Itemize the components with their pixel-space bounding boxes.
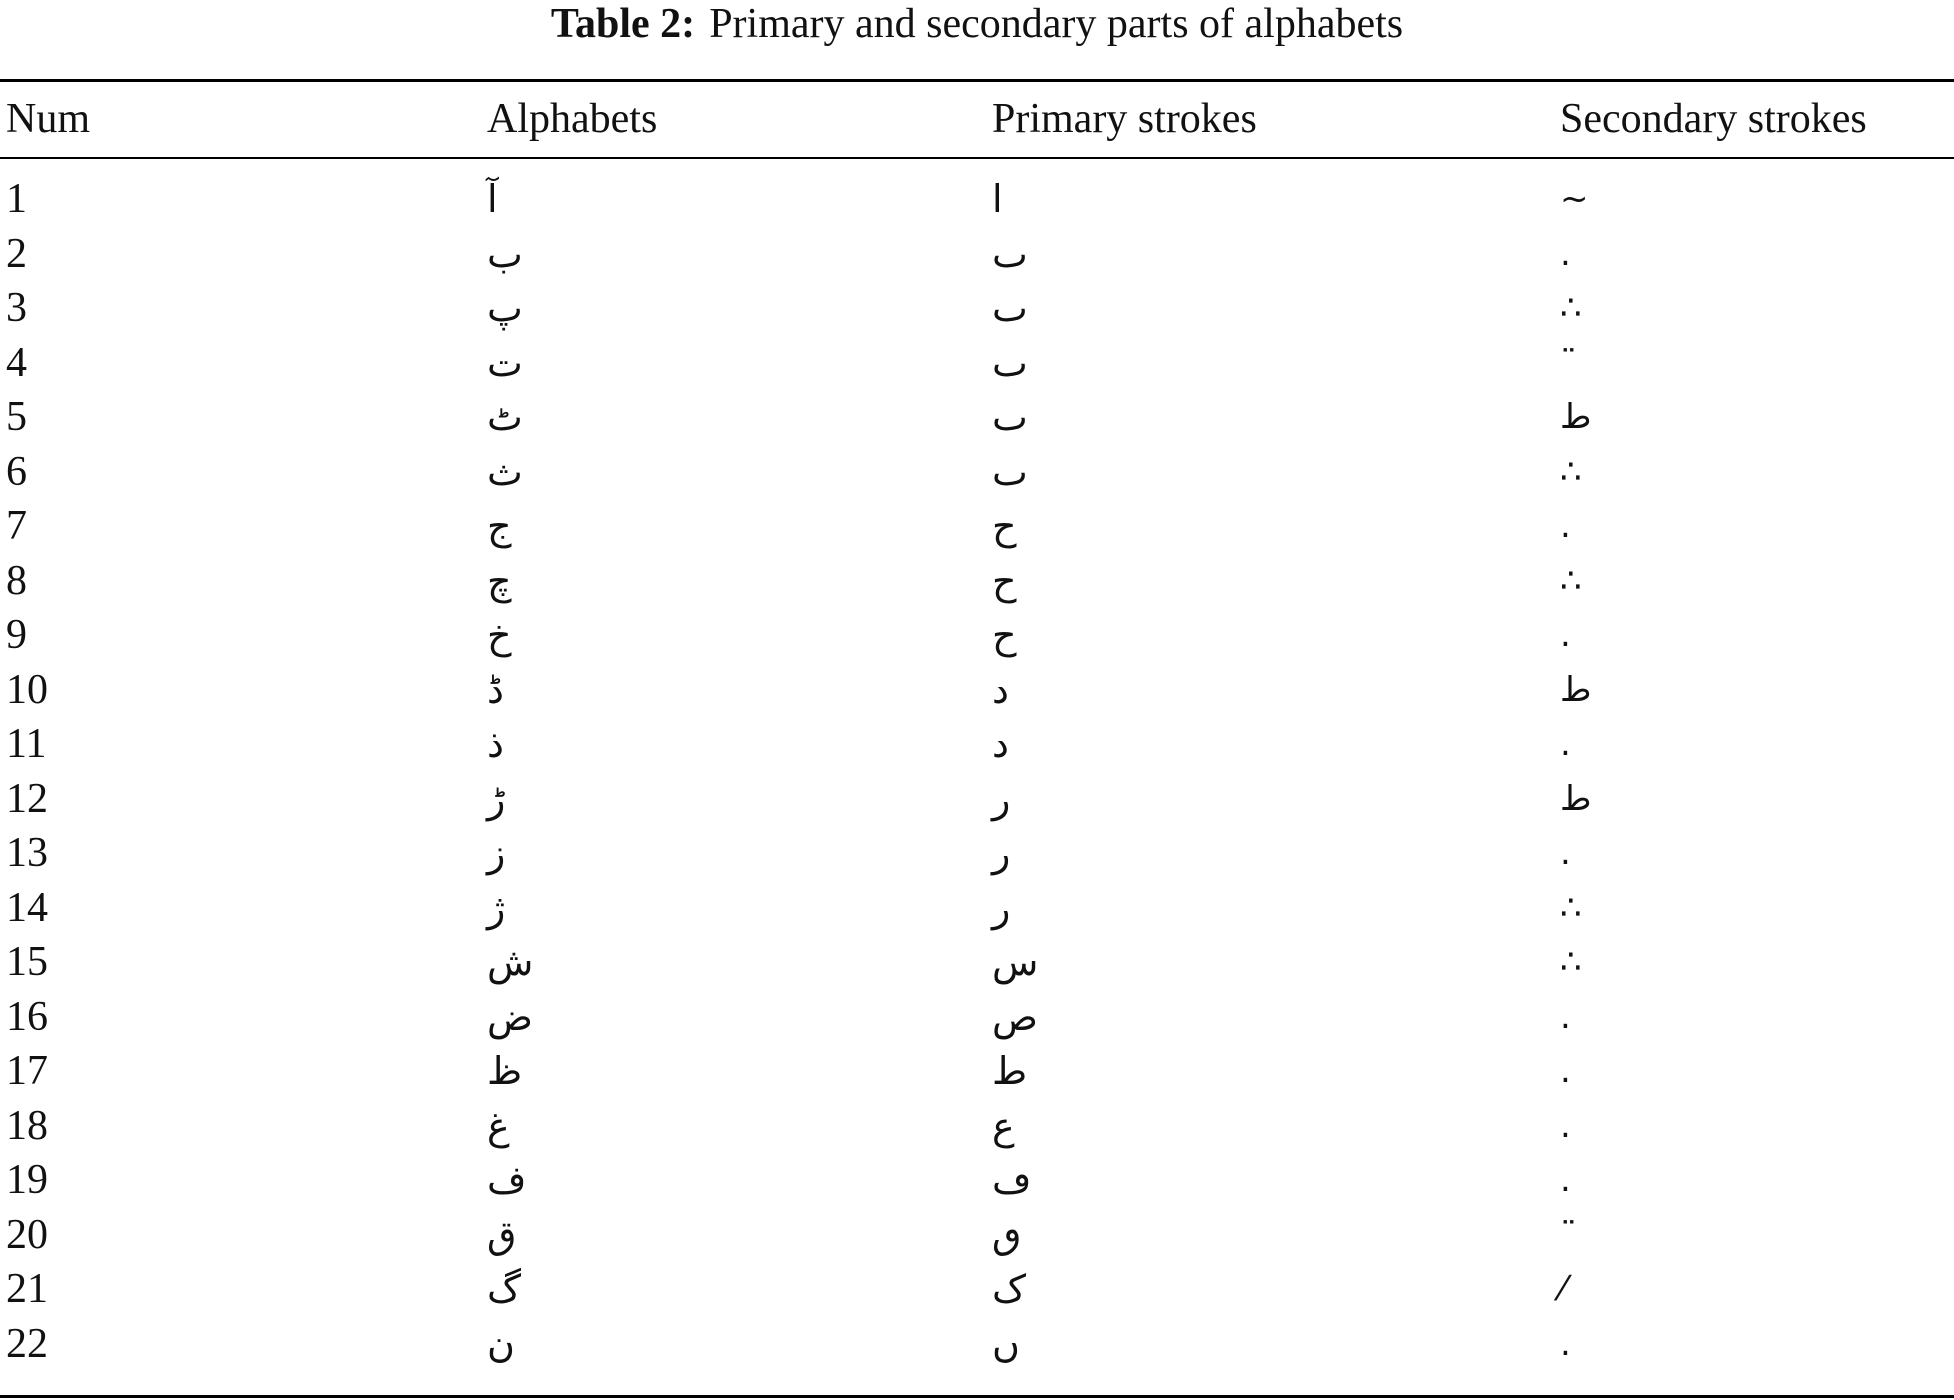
table-row <box>0 1262 1954 1317</box>
cell-num: 22 <box>6 1320 48 1367</box>
cell-secondary-stroke: ∴ <box>1560 288 1582 328</box>
table-row <box>0 1044 1954 1099</box>
table-row <box>0 881 1954 936</box>
cell-num: 9 <box>6 612 27 658</box>
cell-primary-stroke: د <box>992 667 1009 712</box>
cell-primary-stroke: ح <box>992 558 1017 603</box>
cell-secondary-stroke: ¨ <box>1560 1214 1577 1255</box>
cell-num: 15 <box>6 939 48 985</box>
cell-primary-stroke: ر <box>992 776 1011 821</box>
cell-secondary-stroke: . <box>1560 615 1571 655</box>
table-row <box>0 717 1954 772</box>
cell-primary-stroke: س <box>992 940 1039 984</box>
cell-num: 12 <box>6 775 48 822</box>
cell-alphabet: ت <box>487 340 523 385</box>
cell-alphabet: غ <box>487 1103 510 1148</box>
cell-alphabet: ث <box>487 449 523 494</box>
cell-primary-stroke: ٮ <box>992 449 1028 494</box>
table-row <box>0 1208 1954 1263</box>
cell-num: 3 <box>6 285 27 331</box>
cell-secondary-stroke: . <box>1560 233 1571 274</box>
cell-secondary-stroke: . <box>1560 506 1571 546</box>
table-row <box>0 172 1954 227</box>
cell-secondary-stroke: ط <box>1560 669 1592 710</box>
cell-num: 2 <box>6 230 27 277</box>
cell-primary-stroke: ٮ <box>992 340 1028 385</box>
table-row <box>0 990 1954 1045</box>
cell-primary-stroke: ا <box>992 177 1003 221</box>
cell-primary-stroke: ص <box>992 994 1038 1039</box>
cell-primary-stroke: د <box>992 722 1009 766</box>
cell-num: 1 <box>6 176 27 222</box>
cell-secondary-stroke: ∴ <box>1560 887 1582 928</box>
cell-secondary-stroke: ¨ <box>1560 342 1577 383</box>
cell-primary-stroke: ٯ <box>992 1212 1022 1257</box>
table-row <box>0 935 1954 990</box>
cell-num: 6 <box>6 448 27 495</box>
table-row <box>0 227 1954 282</box>
cell-secondary-stroke: . <box>1560 724 1571 764</box>
cell-alphabet: ف <box>487 1158 527 1202</box>
cell-alphabet: ض <box>487 994 533 1039</box>
cell-num: 4 <box>6 339 27 386</box>
cell-primary-stroke: ح <box>992 504 1017 548</box>
table-row <box>0 1099 1954 1154</box>
cell-alphabet: گ <box>487 1267 522 1311</box>
table-bottom-rule <box>0 1395 1954 1398</box>
cell-num: 7 <box>6 503 27 549</box>
cell-alphabet: ڑ <box>487 776 506 821</box>
cell-secondary-stroke: . <box>1560 1323 1571 1364</box>
cell-alphabet: ج <box>487 504 512 548</box>
cell-alphabet: ٹ <box>487 395 523 439</box>
cell-primary-stroke: ر <box>992 885 1011 930</box>
cell-alphabet: چ <box>487 558 512 603</box>
table-row <box>0 281 1954 336</box>
table-row <box>0 390 1954 445</box>
cell-alphabet: ظ <box>487 1049 523 1093</box>
header-primary-strokes: Primary strokes <box>992 96 1257 142</box>
cell-num: 19 <box>6 1157 48 1203</box>
cell-alphabet: ب <box>487 231 523 276</box>
table-caption <box>0 0 1954 50</box>
cell-primary-stroke: ع <box>992 1103 1015 1148</box>
cell-primary-stroke: ڡ <box>992 1158 1032 1202</box>
cell-secondary-stroke: ط <box>1560 397 1592 437</box>
cell-secondary-stroke: ∴ <box>1560 560 1582 601</box>
cell-secondary-stroke: . <box>1560 833 1571 873</box>
cell-alphabet: ذ <box>487 722 504 766</box>
cell-primary-stroke: ٮ <box>992 395 1028 439</box>
table-body <box>0 172 1954 1371</box>
cell-primary-stroke: ط <box>992 1049 1028 1093</box>
cell-primary-stroke: ٮ <box>992 286 1028 330</box>
table-row <box>0 608 1954 663</box>
table-top-rule <box>0 79 1954 82</box>
cell-secondary-stroke: . <box>1560 996 1571 1037</box>
cell-secondary-stroke: ∴ <box>1560 942 1582 982</box>
cell-num: 11 <box>6 721 47 767</box>
cell-alphabet: ش <box>487 940 534 984</box>
header-alphabets: Alphabets <box>487 96 658 142</box>
cell-num: 21 <box>6 1266 48 1312</box>
cell-primary-stroke: ں <box>992 1321 1020 1366</box>
cell-alphabet: خ <box>487 613 512 657</box>
cell-primary-stroke: ٮ <box>992 231 1028 276</box>
cell-secondary-stroke: . <box>1560 1105 1571 1146</box>
cell-secondary-stroke: . <box>1560 1160 1571 1200</box>
cell-num: 14 <box>6 884 48 931</box>
cell-num: 16 <box>6 993 48 1040</box>
table-row <box>0 1153 1954 1208</box>
table-row <box>0 445 1954 500</box>
cell-alphabet: آ <box>487 177 498 221</box>
cell-num: 5 <box>6 394 27 440</box>
table-row <box>0 336 1954 391</box>
cell-alphabet: ق <box>487 1212 517 1257</box>
cell-alphabet: پ <box>487 286 523 330</box>
table-header-row <box>0 84 1954 154</box>
cell-primary-stroke: ر <box>992 831 1011 875</box>
cell-secondary-stroke: ~ <box>1560 179 1589 219</box>
table-row <box>0 772 1954 827</box>
cell-primary-stroke: ح <box>992 613 1017 657</box>
cell-num: 18 <box>6 1102 48 1149</box>
cell-num: 17 <box>6 1048 48 1094</box>
table-row <box>0 826 1954 881</box>
cell-alphabet: ز <box>487 831 506 875</box>
cell-secondary-stroke: ∴ <box>1560 451 1582 492</box>
table-row <box>0 554 1954 609</box>
table-row <box>0 1317 1954 1372</box>
cell-secondary-stroke: . <box>1560 1051 1571 1091</box>
table-caption-title: Primary and secondary parts of alphabets <box>709 1 1404 47</box>
header-secondary-strokes: Secondary strokes <box>1560 96 1867 142</box>
cell-num: 13 <box>6 830 48 876</box>
cell-alphabet: ن <box>487 1321 515 1366</box>
cell-secondary-stroke: ⁄ <box>1560 1269 1566 1309</box>
table-caption-label: Table 2: <box>550 1 696 47</box>
cell-secondary-stroke: ط <box>1560 778 1592 819</box>
cell-primary-stroke: ک <box>992 1267 1027 1311</box>
table-row <box>0 499 1954 554</box>
cell-num: 20 <box>6 1211 48 1258</box>
cell-alphabet: ژ <box>487 885 506 930</box>
table-row <box>0 663 1954 718</box>
cell-num: 10 <box>6 666 48 713</box>
header-num: Num <box>6 96 90 142</box>
cell-num: 8 <box>6 557 27 604</box>
table-header-rule <box>0 157 1954 159</box>
cell-alphabet: ڈ <box>487 667 504 712</box>
